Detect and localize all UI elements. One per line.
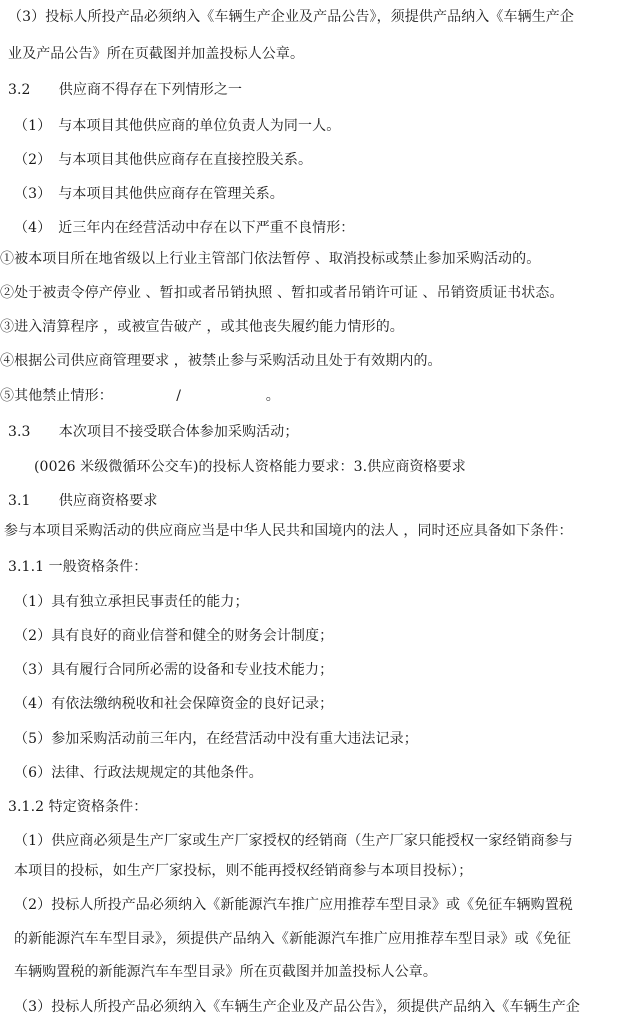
circle-item-2: ②处于被责令停产停业 、暂扣或者吊销执照 、暂扣或者吊销许可证 、吊销资质证书状态。	[0, 285, 564, 301]
specific-item-2-line-2: 的新能源汽车车型目录》，须提供产品纳入《新能源汽车推广应用推荐车型目录》或《免征	[14, 931, 571, 947]
specific-item-2-line-1: （2）投标人所投产品必须纳入《新能源汽车推广应用推荐车型目录》或《免征车辆购置税	[14, 897, 573, 913]
circle-item-4: ④根据公司供应商管理要求 ，被禁止参与采购活动且处于有效期内的。	[0, 353, 442, 369]
section-heading-3-1-1: 3.1.1 一般资格条件：	[8, 559, 148, 575]
circle-item-3: ③进入清算程序 ，或被宣告破产 ，或其他丧失履约能力情形的。	[0, 319, 404, 335]
list-item-2: （2） 与本项目其他供应商存在直接控股关系。	[14, 152, 313, 168]
general-item-6: （6）法律、行政法规规定的其他条件。	[14, 765, 263, 781]
specific-item-2-line-3: 车辆购置税的新能源汽车车型目录》所在页截图并加盖投标人公章。	[14, 964, 437, 980]
specific-item-1-line-1: （1）供应商必须是生产厂家或生产厂家授权的经销商（生产厂家只能授权一家经销商参与	[14, 833, 573, 849]
section-heading-3-1-2: 3.1.2 特定资格条件：	[8, 799, 148, 815]
requirement-note: (0026 米级微循环公交车)的投标人资格能力要求：3.供应商资格要求	[34, 459, 466, 475]
general-item-3: （3）具有履行合同所必需的设备和专业技术能力；	[14, 662, 334, 678]
specific-item-3-line-1: （3）投标人所投产品必须纳入《车辆生产企业及产品公告》，须提供产品纳入《车辆生产企	[14, 999, 581, 1015]
general-item-2: （2）具有良好的商业信誉和健全的财务会计制度；	[14, 628, 334, 644]
circle-item-1: ①被本项目所在地省级以上行业主管部门依法暂停 、取消投标或禁止参加采购活动的。	[0, 251, 541, 267]
general-item-1: （1）具有独立承担民事责任的能力；	[14, 594, 249, 610]
list-item-3: （3） 与本项目其他供应商存在管理关系。	[14, 186, 284, 202]
general-item-5: （5）参加采购活动前三年内，在经营活动中没有重大违法记录；	[14, 731, 418, 747]
specific-item-1-line-2: 本项目的投标，如生产厂家投标，则不能再授权经销商参与本项目投标）；	[14, 863, 473, 879]
circle-item-5: ⑤其他禁止情形： / 。	[0, 388, 280, 404]
text-line-1: （3）投标人所投产品必须纳入《车辆生产企业及产品公告》，须提供产品纳入《车辆生产企	[8, 9, 575, 25]
section-heading-3-2: 3.2 供应商不得存在下列情形之一	[8, 82, 243, 98]
section-heading-3-3: 3.3 本次项目不接受联合体参加采购活动；	[8, 424, 299, 440]
general-item-4: （4）有依法缴纳税收和社会保障资金的良好记录；	[14, 696, 334, 712]
text-line-16: 参与本项目采购活动的供应商应当是中华人民共和国境内的法人 ，同时还应具备如下条件：	[4, 523, 573, 539]
text-line-2: 业及产品公告》所在页截图并加盖投标人公章。	[8, 46, 305, 62]
list-item-4: （4） 近三年内在经营活动中存在以下严重不良情形：	[14, 220, 355, 236]
section-heading-3-1: 3.1 供应商资格要求	[8, 493, 158, 509]
list-item-1: （1） 与本项目其他供应商的单位负责人为同一人。	[14, 118, 341, 134]
